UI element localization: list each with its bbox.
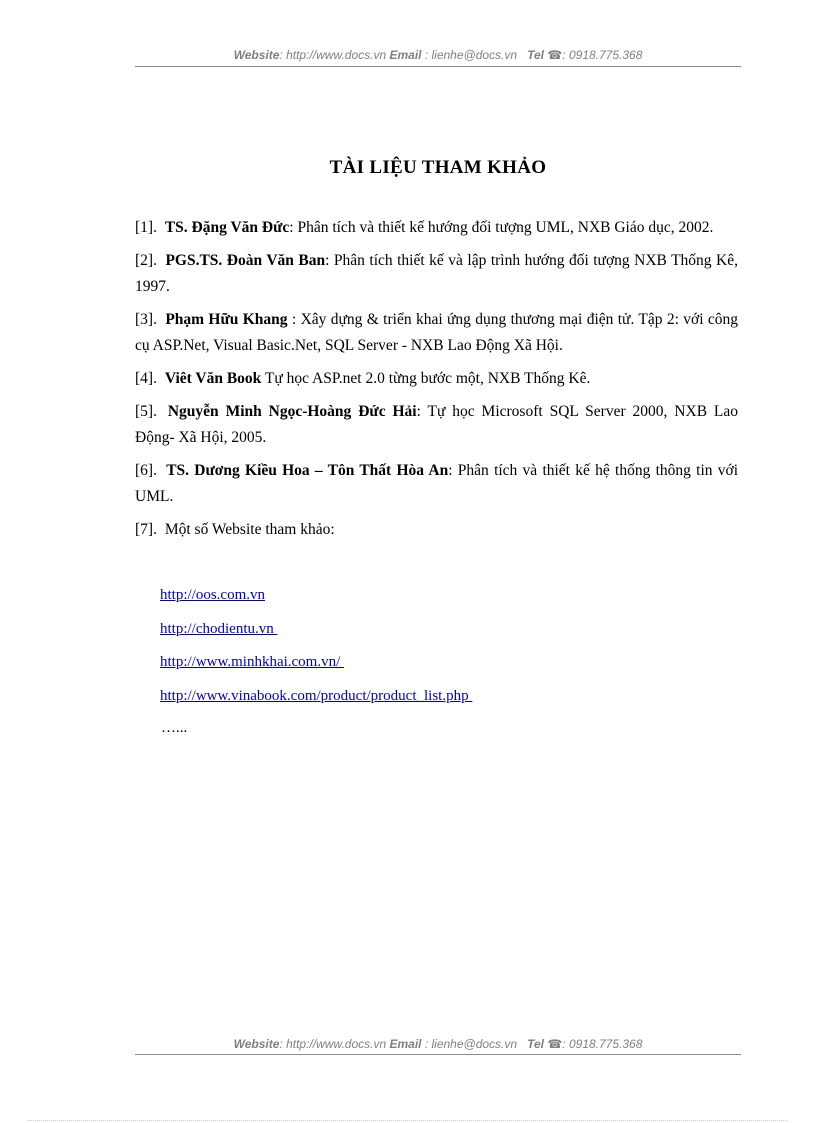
ellipsis: …... — [161, 720, 188, 736]
header-email-label: Email — [389, 48, 422, 62]
reference-text: Một số Website tham khảo: — [164, 521, 335, 538]
footer-website-label: Website — [233, 1037, 280, 1051]
reference-number: [6]. — [135, 462, 157, 479]
link-chodientu[interactable]: http://chodientu.vn — [160, 620, 278, 637]
reference-item — [135, 458, 738, 510]
footer-website-value: : http://www.docs.vn — [279, 1037, 387, 1051]
header-tel-value: : 0918.775.368 — [562, 48, 643, 62]
link-vinabook[interactable]: http://www.vinabook.com/product/product_list.php — [160, 687, 473, 704]
reference-text: : Phân tích và thiết kế hướng đối tượng UML, NXB Giáo dục, 2002. — [289, 219, 714, 236]
website-links — [160, 584, 472, 718]
reference-number: [5]. — [135, 403, 157, 420]
reference-number: [2]. — [135, 252, 157, 269]
reference-text: Tự học ASP.net 2.0 từng bước một, NXB Thống Kê. — [261, 370, 591, 387]
reference-author: PGS.TS. Đoàn Văn Ban — [165, 252, 326, 269]
reference-text: : Phân tích và thiết kế hệ thống thông tin với UML. — [135, 462, 739, 505]
reference-author: Viêt Văn Book — [164, 370, 262, 387]
header-website-value: : http://www.docs.vn — [279, 48, 387, 62]
page-footer — [135, 1037, 741, 1051]
reference-item — [135, 215, 738, 241]
reference-author: TS. Dương Kiều Hoa – Tôn Thất Hòa An — [166, 462, 449, 479]
footer-tel-value: : 0918.775.368 — [562, 1037, 643, 1051]
reference-text: : Tự học Microsoft SQL Server 2000, NXB Lao Động- Xã Hội, 2005. — [135, 403, 739, 446]
header-email-value: : lienhe@docs.vn — [421, 48, 518, 62]
page-bottom-border — [28, 1120, 788, 1121]
reference-item — [135, 366, 738, 392]
reference-item — [135, 248, 738, 300]
link-oos[interactable]: http://oos.com.vn — [160, 587, 265, 603]
reference-text: : Xây dựng & triển khai ứng dụng thương mại điện tử. Tập 2: với công cụ ASP.Net, Visual Basic.Net, SQL Server - NXB Lao Động Xã Hội. — [135, 311, 739, 354]
phone-icon: ☎ — [547, 1037, 563, 1051]
page-header — [135, 48, 741, 62]
reference-number: [3]. — [135, 311, 157, 328]
footer-email-label: Email — [389, 1037, 422, 1051]
reference-number: [7]. — [135, 521, 157, 538]
reference-item — [135, 399, 738, 451]
reference-text: : Phân tích thiết kế và lập trình hướng đối tượng NXB Thống Kê, 1997. — [135, 252, 738, 295]
reference-item — [135, 517, 738, 543]
reference-author: Nguyễn Minh Ngọc-Hoàng Đức Hải — [167, 403, 417, 420]
reference-item — [135, 307, 738, 359]
phone-icon: ☎ — [547, 48, 563, 62]
reference-number: [4]. — [135, 370, 157, 387]
page-title: TÀI LIỆU THAM KHẢO — [329, 157, 547, 178]
reference-list — [135, 215, 738, 550]
link-minhkhai[interactable]: http://www.minhkhai.com.vn/ — [160, 654, 345, 670]
reference-author: Phạm Hữu Khang — [165, 311, 288, 328]
footer-divider — [135, 1054, 741, 1055]
footer-email-value: : lienhe@docs.vn — [421, 1037, 518, 1051]
header-tel-label: Tel — [527, 48, 544, 62]
reference-number: [1]. — [135, 219, 157, 236]
reference-author: TS. Đặng Văn Đức — [164, 219, 290, 236]
header-website-label: Website — [233, 48, 280, 62]
header-divider — [135, 66, 741, 67]
footer-tel-label: Tel — [527, 1037, 544, 1051]
